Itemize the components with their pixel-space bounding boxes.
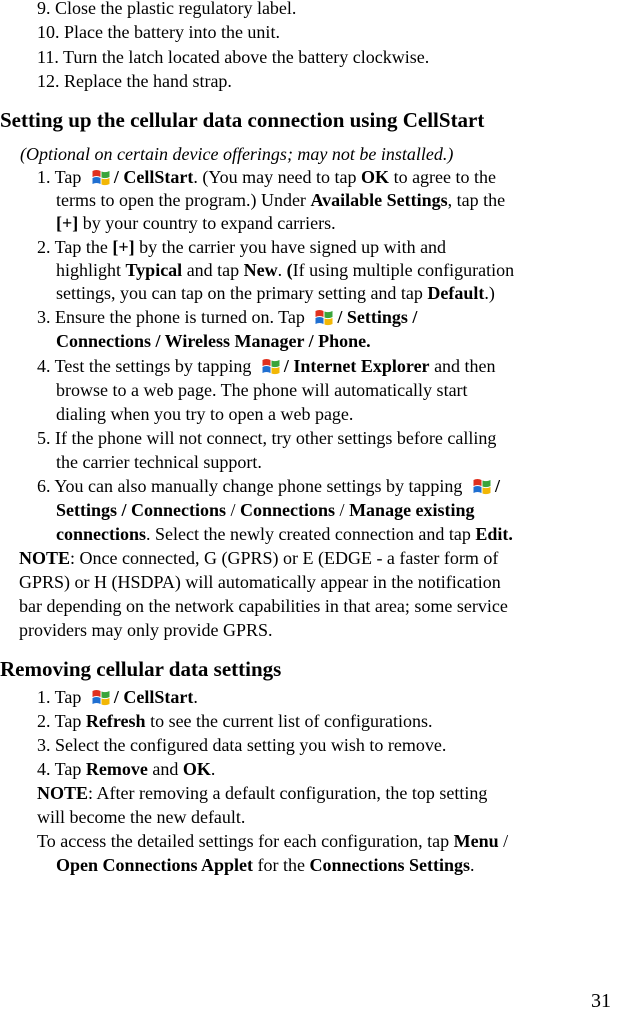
rm-step3: 3. Select the configured data setting you wish to remove. [37, 735, 447, 755]
windows-start-icon [90, 687, 112, 707]
windows-start-icon [90, 167, 112, 187]
cs-step6-line1: 6. You can also manually change phone settings by tapping / [37, 476, 500, 496]
windows-start-icon [260, 356, 282, 376]
cs-step3-line2: Connections / Wireless Manager / Phone. [56, 331, 371, 351]
cs-step4-line1: 4. Test the settings by tapping / Internet Explorer and then [37, 356, 496, 376]
step-12: 12. Replace the hand strap. [37, 71, 232, 91]
page-number: 31 [591, 990, 611, 1012]
cs-step1-line3: [+] by your country to expand carriers. [56, 213, 336, 233]
cs-step5-line2: the carrier technical support. [56, 452, 262, 472]
section-heading-cellstart: Setting up the cellular data connection using CellStart [0, 108, 485, 132]
rm-access-line1: To access the detailed settings for each configuration, tap Menu / [37, 831, 509, 851]
step-9: 9. Close the plastic regulatory label. [37, 0, 297, 18]
cs-step2-line3: settings, you can tap on the primary setting and tap Default.) [56, 283, 495, 303]
cs-step4-line3: dialing when you try to open a web page. [56, 404, 354, 424]
step-10: 10. Place the battery into the unit. [37, 22, 280, 42]
cs-step1-line1: 1. Tap / CellStart. (You may need to tap OK to agree to the [37, 167, 497, 187]
cs-step1-line2: terms to open the program.) Under Available Settings, tap the [56, 190, 506, 210]
cs-step4-line2: browse to a web page. The phone will automatically start [56, 380, 468, 400]
optional-note: (Optional on certain device offerings; may not be installed.) [20, 144, 454, 164]
note-line4: providers may only provide GPRS. [19, 620, 273, 640]
rm-access-line2: Open Connections Applet for the Connections Settings. [56, 855, 475, 875]
windows-start-icon [313, 307, 335, 327]
cs-step5-line1: 5. If the phone will not connect, try other settings before calling [37, 428, 497, 448]
note-line3: bar depending on the network capabilities in that area; some service [19, 596, 508, 616]
cs-step3-line1: 3. Ensure the phone is turned on. Tap / Settings / [37, 307, 418, 327]
cs-step6-line2: Settings / Connections / Connections / Manage existing [56, 500, 475, 520]
cs-step2-line2: highlight Typical and tap New. (If using multiple configuration [56, 260, 515, 280]
step-11: 11. Turn the latch located above the battery clockwise. [37, 47, 430, 67]
cs-step2-line1: 2. Tap the [+] by the carrier you have signed up with and [37, 237, 447, 257]
rm-step1: 1. Tap / CellStart. [37, 687, 198, 707]
note-line2: GPRS) or H (HSDPA) will automatically appear in the notification [19, 572, 501, 592]
windows-start-icon [471, 476, 493, 496]
cs-step6-line3: connections. Select the newly created connection and tap Edit. [56, 524, 513, 544]
section-heading-removing: Removing cellular data settings [0, 657, 282, 681]
rm-step2: 2. Tap Refresh to see the current list of configurations. [37, 711, 433, 731]
note-line1: NOTE: Once connected, G (GPRS) or E (EDGE - a faster form of [19, 548, 499, 568]
rm-note-line2: will become the new default. [37, 807, 246, 827]
rm-step4: 4. Tap Remove and OK. [37, 759, 216, 779]
rm-note-line1: NOTE: After removing a default configuration, the top setting [37, 783, 488, 803]
